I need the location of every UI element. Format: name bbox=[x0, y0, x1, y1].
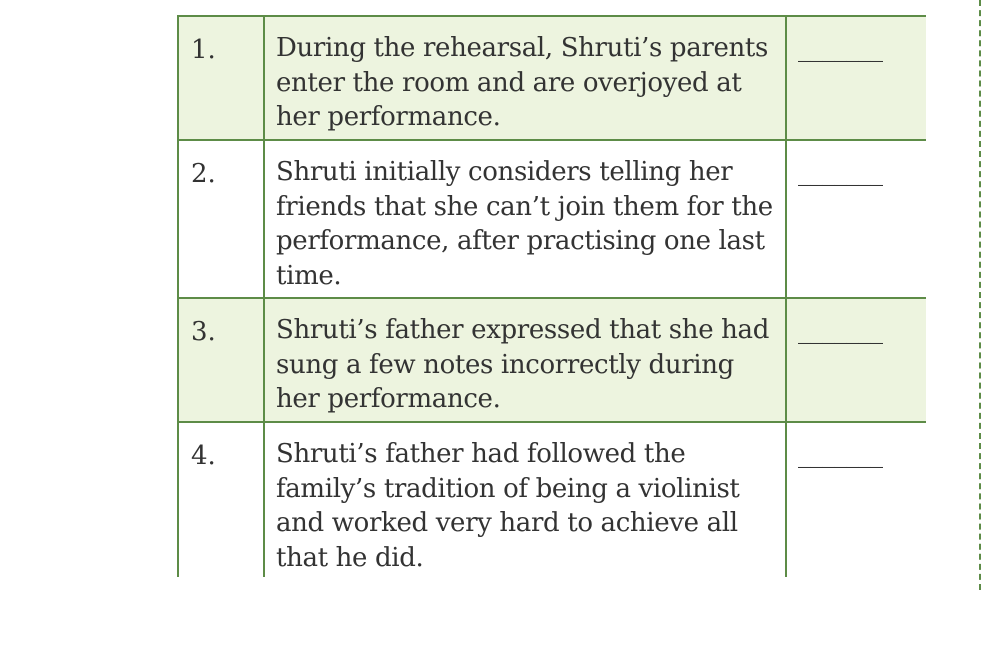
table-row bbox=[178, 140, 926, 298]
answer-cell bbox=[786, 298, 926, 422]
statement-table-container bbox=[177, 15, 926, 577]
row-number-cell bbox=[178, 140, 264, 298]
row-number: 2. bbox=[191, 159, 216, 189]
row-number-cell bbox=[178, 16, 264, 140]
statement-text: Shruti’s father expressed that she had sung a few notes incorrectly during her performance. bbox=[276, 315, 769, 414]
row-number: 1. bbox=[191, 35, 216, 65]
table-row bbox=[178, 298, 926, 422]
answer-blank: _______ bbox=[798, 315, 882, 345]
table-row bbox=[178, 16, 926, 140]
answer-cell bbox=[786, 16, 926, 140]
statement-cell bbox=[264, 16, 786, 140]
answer-blank: _______ bbox=[798, 439, 882, 469]
statement-text: During the rehearsal, Shruti’s parents enter the room and are overjoyed at her performance. bbox=[276, 33, 768, 132]
answer-blank: _______ bbox=[798, 157, 882, 187]
row-number: 4. bbox=[191, 441, 216, 471]
statement-table bbox=[177, 15, 926, 577]
row-number-cell bbox=[178, 422, 264, 577]
statement-text: Shruti initially considers telling her friends that she can’t join them for the performance, after practising one last time. bbox=[276, 157, 773, 291]
row-number: 3. bbox=[191, 317, 216, 347]
statement-cell bbox=[264, 422, 786, 577]
statement-text: Shruti’s father had followed the family’s tradition of being a violinist and worked very hard to achieve all that he did. bbox=[276, 439, 740, 573]
row-number-cell bbox=[178, 298, 264, 422]
statement-cell bbox=[264, 140, 786, 298]
table-row bbox=[178, 422, 926, 577]
dashed-divider bbox=[979, 0, 981, 590]
statement-cell bbox=[264, 298, 786, 422]
answer-blank: _______ bbox=[798, 33, 882, 63]
answer-cell bbox=[786, 422, 926, 577]
answer-cell bbox=[786, 140, 926, 298]
